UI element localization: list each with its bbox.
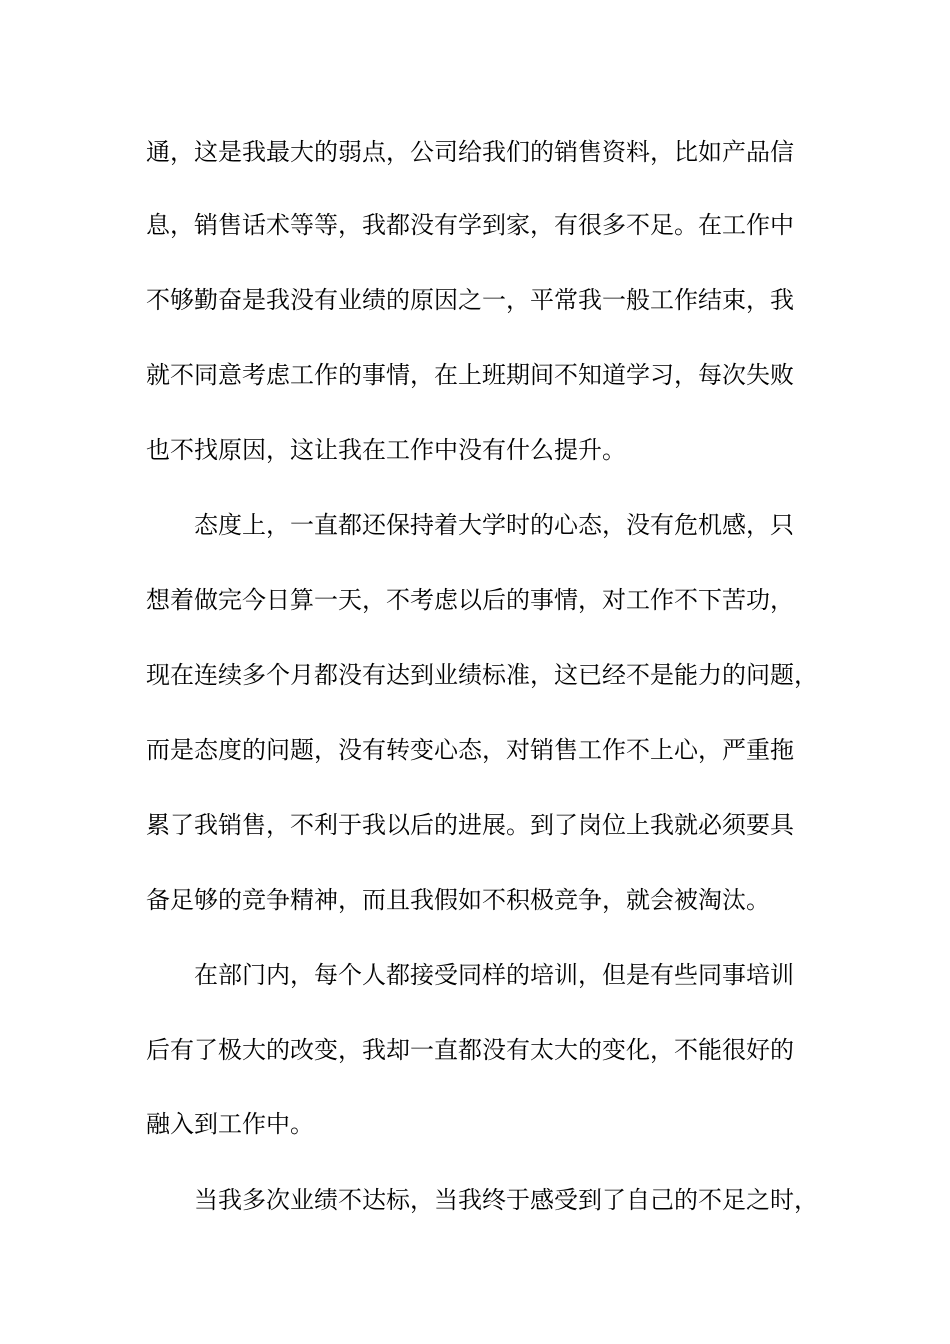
text-line: 累了我销售，不利于我以后的进展。到了岗位上我就必须要具: [146, 811, 794, 839]
text-line: 不够勤奋是我没有业绩的原因之一，平常我一般工作结束，我: [146, 286, 794, 314]
text-line: 就不同意考虑工作的事情，在上班期间不知道学习，每次失败: [146, 361, 794, 389]
text-line: 而是态度的问题，没有转变心态，对销售工作不上心，严重拖: [146, 736, 794, 764]
text-line: 息，销售话术等等，我都没有学到家，有很多不足。在工作中: [146, 211, 794, 239]
text-line: 现在连续多个月都没有达到业绩标准，这已经不是能力的问题，: [146, 661, 818, 689]
paragraph-first-line: 态度上，一直都还保持着大学时的心态，没有危机感，只: [194, 511, 794, 539]
paragraph-first-line: 当我多次业绩不达标，当我终于感受到了自己的不足之时，: [194, 1186, 818, 1214]
text-line: 也不找原因，这让我在工作中没有什么提升。: [146, 436, 626, 464]
text-line: 后有了极大的改变，我却一直都没有太大的变化，不能很好的: [146, 1036, 794, 1064]
paragraph-first-line: 在部门内，每个人都接受同样的培训，但是有些同事培训: [194, 961, 794, 989]
text-line: 通，这是我最大的弱点，公司给我们的销售资料，比如产品信: [146, 138, 794, 166]
text-line: 想着做完今日算一天，不考虑以后的事情，对工作不下苦功，: [146, 586, 794, 614]
text-line: 融入到工作中。: [146, 1110, 314, 1138]
text-line: 备足够的竞争精神，而且我假如不积极竞争，就会被淘汰。: [146, 886, 770, 914]
